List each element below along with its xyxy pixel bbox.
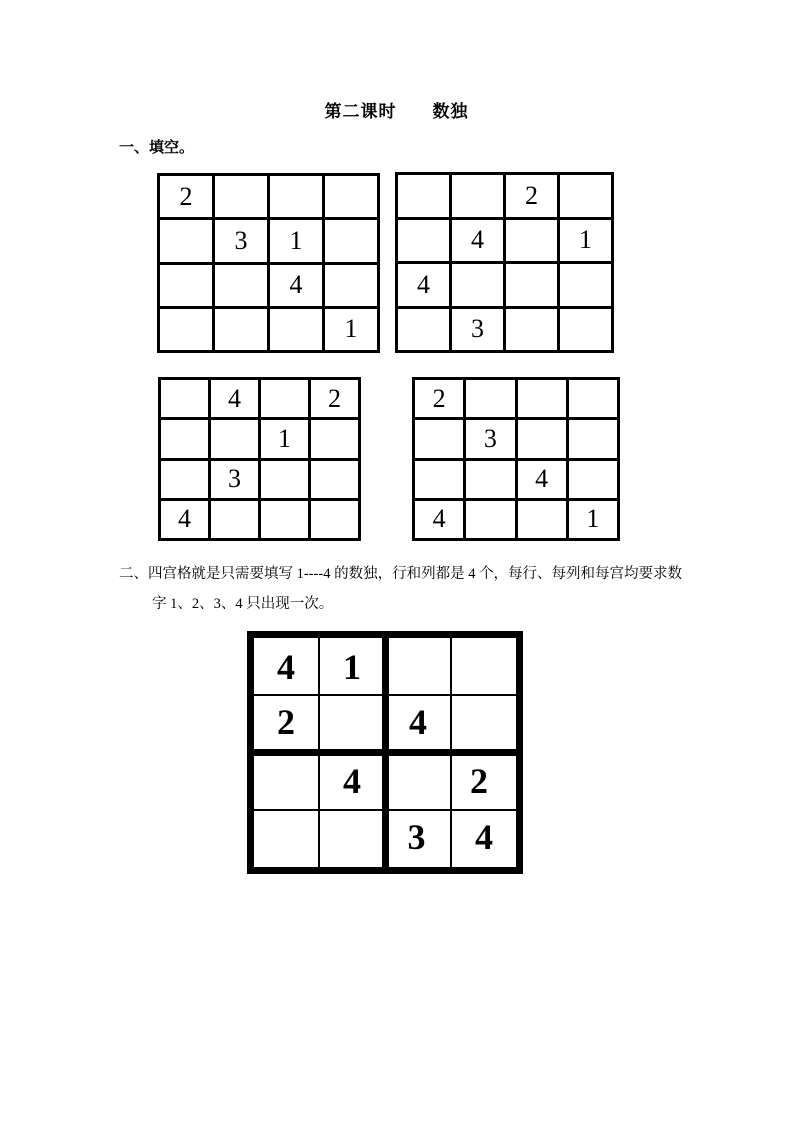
cell-value: 3 [228,464,241,494]
sudoku-cell-blank [506,264,557,306]
sudoku-cell-given [415,501,463,538]
sudoku-cell-blank [466,380,514,417]
sudoku-cell-blank [320,696,384,752]
quadrant-divider-horizontal [247,749,523,756]
sudoku-cell-given [254,638,318,694]
sudoku-cell-blank [254,811,318,867]
cell-value: 2 [525,180,538,210]
sudoku-cell-blank [452,638,516,694]
section1-heading: 一、填空。 [119,140,195,156]
sudoku-cell-given [320,754,384,810]
sudoku-cell-blank [215,176,267,217]
section2-text-line2: 字 1、2、3、4 只出现一次。 [152,596,334,612]
sudoku-cell-blank [215,265,267,306]
sudoku-cell-given [160,176,212,217]
sudoku-cell-blank [560,264,611,306]
cell-value: 1 [343,647,361,688]
sudoku-cell-blank [452,696,516,752]
cell-value: 1 [586,504,600,534]
sudoku-cell-blank [261,501,308,538]
sudoku-cell-blank [569,461,617,498]
cell-value: 4 [471,225,484,255]
sudoku-cell-blank [311,461,358,498]
cell-value: 3 [407,817,426,858]
cell-value: 4 [228,383,241,413]
sudoku-cell-blank [215,309,267,350]
sudoku-cell-given [311,380,358,417]
fill-sudoku-grid-2 [395,172,614,353]
sudoku-cell-blank [569,420,617,457]
cell-value: 4 [535,464,549,494]
sudoku-cell-blank [270,309,322,350]
sudoku-cell-blank [325,176,377,217]
page-title: 第二课时 数独 [324,102,469,121]
sudoku-cell-blank [560,309,611,351]
sudoku-cell-blank [398,309,449,351]
cell-value: 2 [470,761,488,802]
sudoku-cell-given [211,380,258,417]
sudoku-cell-blank [160,265,212,306]
fill-sudoku-grid-3 [158,377,361,541]
cell-value: 4 [289,270,303,300]
sudoku-cell-given [560,220,611,262]
cell-value: 4 [343,761,361,802]
sudoku-cell-given [452,754,516,810]
cell-value: 2 [179,181,193,211]
sudoku-cell-blank [261,380,308,417]
sudoku-cell-blank [518,501,566,538]
cell-value: 3 [483,423,497,453]
sudoku-cell-blank [452,175,503,217]
sudoku-cell-blank [254,754,318,810]
cell-value: 2 [328,383,341,413]
sudoku-cell-blank [415,461,463,498]
cell-value: 1 [579,225,592,255]
fill-sudoku-grid-1 [157,173,380,353]
sudoku-cell-blank [386,754,450,810]
sudoku-cell-blank [261,461,308,498]
sudoku-cell-blank [386,638,450,694]
sudoku-cell-blank [415,420,463,457]
cell-value: 3 [234,225,248,255]
sudoku-cell-given [506,175,557,217]
sudoku-cell-given [270,265,322,306]
sudoku-cell-given [270,220,322,261]
sudoku-cell-blank [518,380,566,417]
sudoku-cell-blank [320,811,384,867]
sudoku-cell-blank [311,420,358,457]
cell-value: 2 [432,383,446,413]
sudoku-cell-blank [161,461,208,498]
sudoku-cell-given [261,420,308,457]
sudoku-cell-blank [160,309,212,350]
sudoku-cell-blank [161,420,208,457]
cell-value: 4 [475,817,493,858]
sudoku-cell-blank [270,176,322,217]
sudoku-cell-given [452,220,503,262]
sudoku-cell-blank [398,220,449,262]
sudoku-cell-blank [466,501,514,538]
sudoku-cell-given [415,380,463,417]
cell-value: 1 [344,314,358,344]
cell-value: 1 [289,225,303,255]
sudoku-cell-blank [506,309,557,351]
sudoku-cell-given [386,696,450,752]
sudoku-cell-blank [161,380,208,417]
sudoku-cell-blank [466,461,514,498]
sudoku-cell-blank [311,501,358,538]
sudoku-cell-given [518,461,566,498]
cell-value: 4 [178,504,191,534]
sudoku-cell-blank [569,380,617,417]
sudoku-cell-blank [325,220,377,261]
sudoku-cell-given [466,420,514,457]
sudoku-cell-blank [518,420,566,457]
sudoku-cell-blank [211,420,258,457]
sudoku-cell-blank [452,264,503,306]
fill-sudoku-grid-4 [412,377,620,541]
section2-text-line1: 二、四宫格就是只需要填写 1----4 的数独，行和列都是 4 个，每行、每列和每宫均要求数 [119,566,683,582]
sudoku-cell-given [325,309,377,350]
sudoku-cell-blank [160,220,212,261]
cell-value: 1 [278,423,291,453]
sudoku-cell-blank [325,265,377,306]
cell-value: 4 [432,504,446,534]
sudoku-cell-given [320,638,384,694]
sudoku-cell-blank [560,175,611,217]
sudoku-cell-given [569,501,617,538]
sudoku-cell-given [161,501,208,538]
cell-value: 3 [471,314,484,344]
sudoku-cell-given [211,461,258,498]
sudoku-cell-given [215,220,267,261]
cell-value: 4 [277,647,295,688]
sudoku-cell-given [398,264,449,306]
four-region-sudoku-grid [247,631,523,874]
cell-value: 4 [417,269,430,299]
sudoku-cell-given [386,811,450,867]
sudoku-cell-blank [211,501,258,538]
sudoku-cell-given [452,811,516,867]
cell-value: 4 [409,701,427,742]
sudoku-cell-blank [506,220,557,262]
sudoku-cell-blank [398,175,449,217]
sudoku-cell-given [452,309,503,351]
cell-value: 2 [277,701,295,742]
sudoku-cell-given [254,696,318,752]
